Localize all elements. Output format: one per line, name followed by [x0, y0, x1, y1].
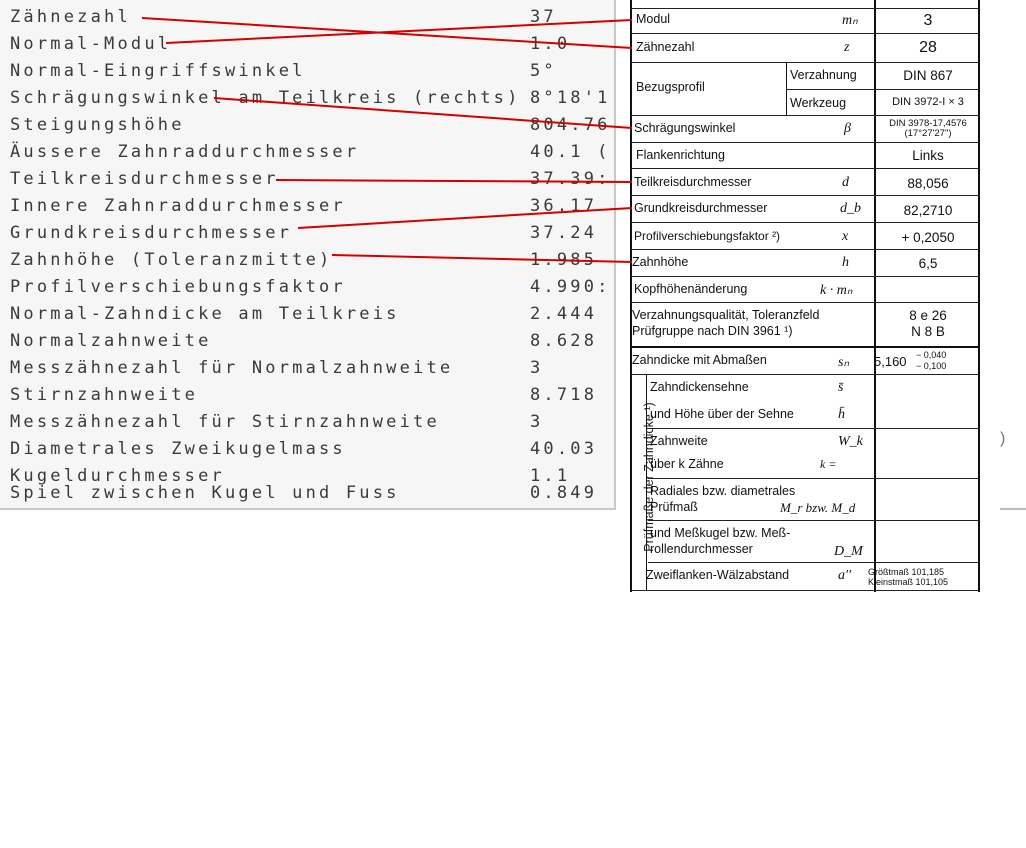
zweiflanken-label: Zweiflanken-Wälzabstand — [646, 568, 790, 582]
ueber-symbol: k = — [820, 457, 837, 471]
modul-symbol: mₙ — [842, 13, 858, 28]
printout-row — [0, 481, 614, 508]
zaehnezahl-symbol: z — [844, 40, 850, 55]
verzahnung-value: DIN 867 — [903, 68, 953, 83]
zahndicke-tol-upper: − 0,040 — [916, 350, 947, 360]
printout-value: 40.03 — [530, 439, 598, 459]
row-rule — [786, 89, 978, 90]
printout-label: Steigungshöhe — [10, 115, 185, 135]
row-rule — [648, 428, 978, 429]
sehne-label: Zahndickensehne — [650, 380, 749, 394]
werkzeug-label: Werkzeug — [790, 96, 847, 110]
printout-label: Normalzahnweite — [10, 331, 212, 351]
printout-row — [0, 275, 614, 302]
kopf-symbol: k · mₙ — [820, 283, 853, 298]
zweiflanken-value-2: Kleinstmaß 101,105 — [868, 577, 949, 587]
printout-value: 37 — [530, 7, 557, 27]
printout-value: 37.24 — [530, 223, 598, 243]
printout-label: Kugeldurchmesser — [10, 466, 225, 486]
qualitaet-label-1: Verzahnungsqualität, Toleranzfeld — [632, 308, 820, 322]
row-rule — [630, 374, 978, 375]
modul-label: Modul — [636, 12, 671, 26]
row-rule — [630, 115, 978, 116]
printout-label: Zähnezahl — [10, 7, 131, 27]
sehne-symbol: s̄ — [838, 380, 844, 395]
gear-data-table — [616, 0, 990, 592]
row-rule — [630, 302, 978, 303]
zweiflanken-value-1: Größtmaß 101,185 — [868, 567, 945, 577]
printout-value: 3 — [530, 412, 544, 432]
grundkreis-label: Grundkreisdurchmesser — [634, 201, 768, 215]
printout-value: 3 — [530, 358, 544, 378]
ueber-label: über k Zähne — [650, 457, 724, 471]
printout-value: 5° — [530, 61, 557, 81]
printout-label: Messzähnezahl für Stirnzahnweite — [10, 412, 440, 432]
grundkreis-symbol: d_b — [840, 201, 861, 216]
row-rule — [630, 8, 978, 9]
row-rule — [630, 62, 978, 63]
zweiflanken-symbol: a'' — [838, 568, 851, 583]
radial-symbol: M_r bzw. M_d — [780, 500, 856, 515]
printout-value: 8°18'1 — [530, 88, 611, 108]
weite-symbol: W_k — [838, 434, 863, 449]
werkzeug-value: DIN 3972-I × 3 — [892, 96, 964, 108]
profil-label: Profilverschiebungsfaktor ²) — [634, 229, 781, 243]
flanken-label: Flankenrichtung — [636, 148, 725, 162]
printout-label: Teilkreisdurchmesser — [10, 169, 279, 189]
printout-row — [0, 329, 614, 356]
printout-value: 1.985 — [530, 250, 598, 270]
printout-row — [0, 437, 614, 464]
printout-row — [0, 383, 614, 410]
kugel-label-1: und Meßkugel bzw. Meß- — [650, 526, 791, 540]
qualitaet-label-2: Prüfgruppe nach DIN 3961 ¹) — [632, 324, 793, 338]
printout-label: Schrägungswinkel am Teilkreis (rechts) — [10, 88, 521, 108]
radial-label-1: Radiales bzw. diametrales — [650, 484, 796, 498]
printout-row — [0, 5, 614, 32]
row-rule — [630, 168, 978, 169]
printout-label: Spiel zwischen Kugel und Fuss — [10, 483, 400, 503]
row-rule — [630, 276, 978, 277]
zahndicke-value: 5,160 — [874, 354, 907, 369]
printout-label: Normal-Eingriffswinkel — [10, 61, 306, 81]
kopf-label: Kopfhöhenänderung — [634, 282, 748, 296]
profil-symbol: x — [842, 229, 849, 244]
teilkreis-symbol: d — [842, 175, 849, 190]
zahnhoehe-symbol: h — [842, 255, 849, 270]
printout-row — [0, 356, 614, 383]
teilkreis-value: 88,056 — [907, 176, 949, 191]
modul-value: 3 — [923, 12, 933, 29]
table-border-left — [630, 0, 632, 592]
zahndicke-tol-lower: − 0,100 — [916, 361, 947, 371]
printout-label: Zahnhöhe (Toleranzmitte) — [10, 250, 333, 270]
row-rule — [630, 249, 978, 250]
hoehe-symbol: h̄ — [838, 407, 845, 422]
row-rule — [648, 562, 978, 563]
printout-value: 2.444 — [530, 304, 598, 324]
printout-row — [0, 140, 614, 167]
weite-label: Zahnweite — [650, 434, 708, 448]
hoehe-label: und Höhe über der Sehne — [650, 407, 794, 421]
zahndicke-label: Zahndicke mit Abmaßen — [632, 353, 767, 367]
grundkreis-value: 82,2710 — [903, 203, 953, 218]
zahnhoehe-value: 6,5 — [918, 256, 938, 271]
kugel-symbol: D_M — [834, 544, 863, 559]
schraegung-label: Schrägungswinkel — [634, 121, 736, 135]
kugel-label-2: rollendurchmesser — [650, 542, 753, 556]
radial-label-2: Prüfmaß — [650, 500, 698, 514]
printout-label: Profilverschiebungsfaktor — [10, 277, 346, 297]
teilkreis-label: Teilkreisdurchmesser — [634, 175, 752, 189]
printout-value: 0.849 — [530, 483, 598, 503]
zaehnezahl-value: 28 — [919, 39, 937, 56]
printout-label: Grundkreisdurchmesser — [10, 223, 293, 243]
printout-value: 4.990: — [530, 277, 611, 297]
section-divider — [786, 62, 787, 115]
printout-row — [0, 32, 614, 59]
printout-value: 40.1 ( — [530, 142, 611, 162]
printout-label: Diametrales Zweikugelmass — [10, 439, 346, 459]
printout-value: 8.628 — [530, 331, 598, 351]
printout-value: 36.17 — [530, 196, 598, 216]
row-rule — [630, 590, 978, 591]
qualitaet-value-1: 8 e 26 — [909, 308, 947, 323]
printout-row — [0, 167, 614, 194]
row-rule — [630, 195, 978, 196]
printout-value: 1.0 — [530, 34, 571, 54]
printout-row — [0, 302, 614, 329]
row-rule — [648, 478, 978, 479]
printout-label: Normal-Zahndicke am Teilkreis — [10, 304, 400, 324]
row-rule — [630, 346, 978, 348]
schraegung-value-2: (17°27'27") — [904, 128, 952, 139]
printout-row — [0, 248, 614, 275]
printout-row — [0, 86, 614, 113]
profil-value: + 0,2050 — [901, 230, 955, 245]
printout-row — [0, 221, 614, 248]
row-rule — [648, 520, 978, 521]
schraegung-symbol: β — [844, 121, 851, 136]
qualitaet-value-2: N 8 B — [911, 324, 945, 339]
printout-label: Innere Zahnraddurchmesser — [10, 196, 346, 216]
printout-value: 8.718 — [530, 385, 598, 405]
pruefmasse-vertical-label: Prüfmaße der Zahndicke ¹) — [642, 402, 656, 552]
edge-line — [1000, 508, 1026, 510]
computer-printout — [0, 0, 616, 510]
printout-row — [0, 410, 614, 437]
printout-row — [0, 59, 614, 86]
table-border-right — [978, 0, 980, 592]
zaehnezahl-label: Zähnezahl — [636, 40, 695, 54]
flanken-value: Links — [912, 148, 944, 163]
printout-value: 37.39: — [530, 169, 611, 189]
row-rule — [630, 142, 978, 143]
printout-label: Stirnzahnweite — [10, 385, 199, 405]
zahndicke-symbol: sₙ — [838, 355, 850, 370]
printout-value: 804.76 — [530, 115, 611, 135]
printout-value: 1.1 — [530, 466, 571, 486]
printout-row — [0, 113, 614, 140]
printout-label: Normal-Modul — [10, 34, 172, 54]
row-rule — [630, 33, 978, 34]
verzahnung-label: Verzahnung — [790, 68, 857, 82]
edge-bracket: ) — [1000, 430, 1006, 447]
bezugsprofil-label: Bezugsprofil — [636, 80, 705, 94]
schraegung-value-1: DIN 3978-17,4576 — [889, 118, 967, 129]
row-rule — [630, 222, 978, 223]
printout-label: Äussere Zahnraddurchmesser — [10, 142, 360, 162]
printout-label: Messzähnezahl für Normalzahnweite — [10, 358, 454, 378]
printout-row — [0, 194, 614, 221]
zahnhoehe-label: Zahnhöhe — [632, 255, 689, 269]
